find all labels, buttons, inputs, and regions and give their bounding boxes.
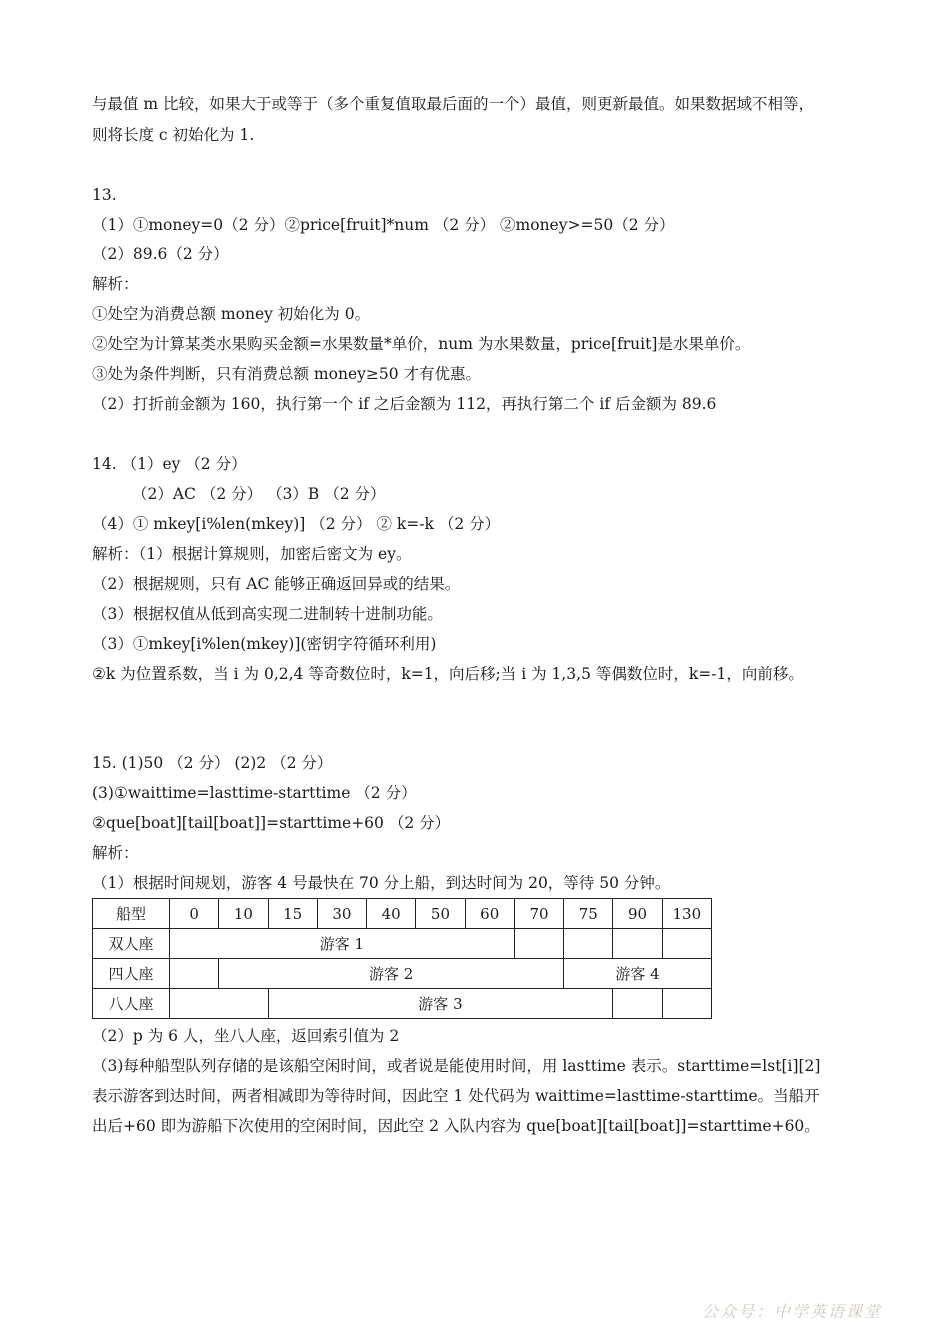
table-row [93, 959, 712, 989]
text-line: ②处空为计算某类水果购买金额=水果数量*单价，num 为水果数量，price[fruit]是水果单价。 [92, 335, 751, 353]
question-number: 15. (1)50 （2 分） (2)2 （2 分） [92, 754, 333, 772]
time-cell: 15 [268, 899, 317, 929]
text-line: 与最值 m 比较，如果大于或等于（多个重复值取最后面的一个）最值，则更新最值。如果数据域不相等， [92, 95, 815, 113]
text-line: 则将长度 c 初始化为 1. [92, 126, 255, 144]
time-cell: 40 [367, 899, 416, 929]
text-line: (3)①waittime=lasttime-starttime （2 分） [92, 784, 417, 802]
text-line: （4）① mkey[i%len(mkey)] （2 分） ② k=-k （2 分） [92, 515, 501, 533]
table-header-cell: 船型 [93, 899, 170, 929]
time-cell: 0 [170, 899, 219, 929]
empty-cell [564, 929, 613, 959]
text-line: （2）89.6（2 分） [92, 245, 229, 263]
empty-cell [662, 989, 711, 1019]
tourist-slot: 游客 2 [219, 959, 564, 989]
row-label: 八人座 [93, 989, 170, 1019]
text-line: ①处空为消费总额 money 初始化为 0。 [92, 305, 371, 323]
text-line: （3)每种船型队列存储的是该船空闲时间，或者说是能使用时间，用 lasttime 表示。starttime=lst[i][2] [92, 1057, 821, 1075]
table-row [93, 989, 712, 1019]
empty-cell [662, 929, 711, 959]
text-line: ③处为条件判断，只有消费总额 money≥50 才有优惠。 [92, 365, 482, 383]
time-cell: 130 [662, 899, 711, 929]
text-line: （1）①money=0（2 分）②price[fruit]*num （2 分） ②money>=50（2 分） [92, 216, 675, 234]
time-cell: 30 [317, 899, 366, 929]
question-number: 13. [92, 186, 117, 204]
text-line: 表示游客到达时间，两者相减即为等待时间，因此空 1 处代码为 waittime=lasttime-starttime。当船开 [92, 1087, 820, 1105]
empty-cell [514, 929, 563, 959]
text-line: （2）根据规则，只有 AC 能够正确返回异或的结果。 [92, 575, 461, 593]
text-line: （2）打折前金额为 160，执行第一个 if 之后金额为 112，再执行第二个 if 后金额为 89.6 [92, 395, 717, 413]
time-cell: 70 [514, 899, 563, 929]
text-line: （2）p 为 6 人，坐八人座，返回索引值为 2 [92, 1027, 400, 1045]
text-line: （2）AC （2 分） （3）B （2 分） [132, 485, 386, 503]
analysis-heading: 解析： [92, 844, 139, 862]
empty-cell [613, 929, 662, 959]
question-number: 14. （1）ey （2 分） [92, 455, 247, 473]
table-row [93, 929, 712, 959]
tourist-slot: 游客 4 [564, 959, 712, 989]
empty-cell [613, 989, 662, 1019]
row-label: 四人座 [93, 959, 170, 989]
row-label: 双人座 [93, 929, 170, 959]
tourist-slot: 游客 3 [268, 989, 613, 1019]
time-cell: 10 [219, 899, 268, 929]
watermark: 公众号：中学英语课堂 [701, 1302, 882, 1321]
text-line: （1）根据时间规划，游客 4 号最快在 70 分上船，到达时间为 20，等待 50 分钟。 [92, 874, 671, 892]
text-line: （3）①mkey[i%len(mkey)](密钥字符循环利用) [92, 635, 437, 653]
empty-cell [170, 959, 219, 989]
tourist-slot: 游客 1 [170, 929, 515, 959]
empty-cell [170, 989, 269, 1019]
text-line: ②k 为位置系数，当 i 为 0,2,4 等奇数位时，k=1，向后移;当 i 为 1,3,5 等偶数位时，k=-1，向前移。 [92, 665, 804, 683]
text-line: （3）根据权值从低到高实现二进制转十进制功能。 [92, 605, 443, 623]
text-line: 解析：（1）根据计算规则，加密后密文为 ey。 [92, 545, 412, 563]
text-line: 出后+60 即为游船下次使用的空闲时间，因此空 2 入队内容为 que[boat][tail[boat]]=starttime+60。 [92, 1117, 820, 1135]
text-line: ②que[boat][tail[boat]]=starttime+60 （2 分） [92, 814, 451, 832]
time-cell: 90 [613, 899, 662, 929]
time-cell: 75 [564, 899, 613, 929]
boat-schedule-table [92, 898, 712, 1019]
time-cell: 50 [416, 899, 465, 929]
table-header-row [93, 899, 712, 929]
analysis-heading: 解析： [92, 275, 139, 293]
time-cell: 60 [465, 899, 514, 929]
